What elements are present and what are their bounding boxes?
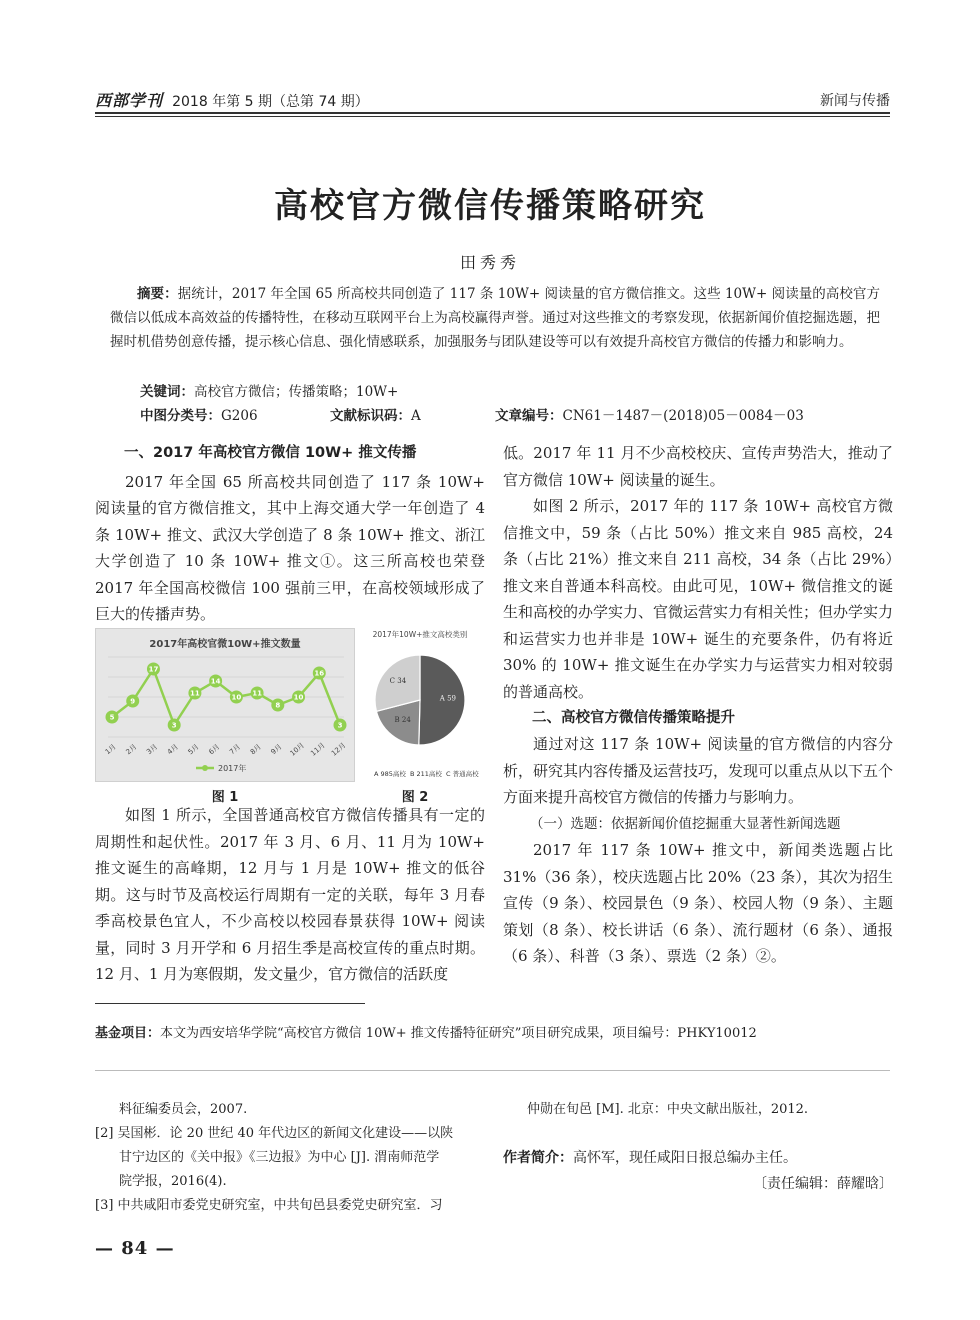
right-column	[503, 440, 893, 970]
ref-line-1: 料征编委员会，2007.	[119, 1102, 248, 1117]
left-paragraph-1: 2017 年全国 65 所高校共同创造了 117 条 10W+ 阅读量的官方微信推文，其中上海交通大学一年创造了 4 条 10W+ 推文、武汉大学创造了 8 条 10W+ 推文、浙江大学创造了 10 条 10W+ 推文①。这三所高校也荣登 2017 年全国高校微信 100 强前三甲，在高校领域形成了巨大的传播声势。	[95, 472, 485, 623]
figure-1-label: 图 1	[211, 790, 239, 805]
clc-label: 中图分类号：	[140, 408, 221, 424]
line-chart-grid	[108, 657, 344, 737]
editor-note: 〔责任编辑：薛耀晗〕	[753, 1176, 893, 1192]
x-tick-label: 9月	[269, 742, 284, 757]
keywords: 高校官方微信；传播策略；10W+	[194, 384, 399, 400]
x-tick-label: 7月	[228, 742, 243, 757]
abstract	[110, 282, 880, 354]
ref-line-3: 甘宁边区的《关中报》《三边报》为中心 [J]. 渭南师范学	[119, 1150, 440, 1165]
pie-chart-legend	[374, 769, 479, 778]
data-label: 14	[210, 677, 221, 686]
x-tick-label: 8月	[248, 742, 263, 757]
ref-line-5: [3] 中共咸阳市委党史研究室，中共旬邑县委党史研究室．习	[95, 1198, 443, 1213]
data-label: 10	[231, 693, 242, 702]
data-label: 10	[293, 693, 304, 702]
right-paragraph-3: 通过对这 117 条 10W+ 阅读量的官方微信的内容分析，研究其内容传播及运营技巧，发现可以重点从以下五个方面来提升高校官方微信的传播力与影响力。	[503, 735, 894, 806]
running-header	[95, 88, 890, 110]
pie-legend-label: A 985高校	[374, 770, 406, 778]
data-label: 17	[148, 665, 159, 674]
article-title: 高校官方微信传播策略研究	[274, 186, 706, 226]
section-heading-1: 一、2017 年高校官方微信 10W+ 推文传播	[124, 445, 417, 461]
line-chart-x-ticks	[104, 741, 348, 757]
data-label: 8	[275, 701, 281, 710]
clc-field	[140, 408, 258, 424]
x-tick-label: 4月	[165, 742, 180, 757]
x-tick-label: 1月	[103, 742, 118, 757]
left-column-continued	[95, 802, 485, 988]
section-tag: 新闻与传播	[820, 93, 890, 109]
x-tick-label: 11月	[309, 741, 327, 758]
line-chart-legend	[196, 763, 246, 773]
data-label: 9	[130, 697, 136, 706]
issue-info: 2018 年第 5 期（总第 74 期）	[172, 94, 369, 110]
data-label: 16	[314, 669, 325, 678]
x-tick-label: 2月	[124, 742, 139, 757]
ref-line-4: 院学报，2016(4).	[119, 1174, 227, 1189]
section-divider	[95, 1070, 890, 1071]
line-chart-title: 2017年高校官微10W+推文数量	[149, 639, 301, 650]
line-chart-legend-label: 2017年	[218, 764, 247, 773]
article-no-field	[495, 404, 804, 424]
ref-line-6: 仲勋在旬邑 [M]. 北京：中央文献出版社，2012.	[527, 1102, 809, 1117]
doc-label: 文献标识码：	[330, 408, 411, 424]
figure-1-chart	[95, 628, 355, 782]
journal-name: 西部学刊	[95, 91, 164, 110]
subsection-heading-1: （一）选题：依据新闻价值挖掘重大显著性新闻选题	[530, 815, 841, 832]
x-tick-label: 10月	[288, 741, 306, 758]
pie-slices	[375, 655, 465, 745]
funding-label: 基金项目：	[95, 1026, 161, 1041]
footnote-rule	[95, 1003, 365, 1004]
pie-slice-label: C 34	[389, 676, 407, 685]
header-rule-thin	[95, 116, 890, 117]
x-tick-label: 5月	[186, 742, 201, 757]
keywords-line	[140, 380, 398, 400]
author-bio-label: 作者简介：	[503, 1150, 573, 1166]
pie-chart-svg	[360, 628, 485, 780]
data-label: 3	[337, 721, 343, 730]
data-label: 5	[109, 713, 115, 722]
author-bio	[503, 1146, 893, 1170]
article-no-value: CN61－1487－(2018)05－0084－03	[562, 408, 804, 424]
abstract-label: 摘要：	[137, 286, 178, 302]
classification-line	[140, 404, 880, 424]
pie-legend-label: C 普通高校	[446, 770, 479, 778]
clc-value: G206	[221, 408, 258, 424]
pie-slice-label: A 59	[439, 694, 456, 703]
figure-2-label: 图 2	[401, 790, 429, 805]
x-tick-label: 6月	[207, 742, 222, 757]
pie-slice-label: B 24	[394, 715, 411, 724]
right-paragraph-2: 如图 2 所示，2017 年的 117 条 10W+ 高校官方微信推文中，59 条（占比 50%）推文来自 985 高校，24 条（占比 21%）推文来自 211 高校，34 条（占比 29%）推文来自普通本科高校。由此可见，10W+ 微信推文的诞生和高校的办学实力、官微运营实力有相关性；但办学实力和运营实力也并非是 10W+ 诞生的充要条件，仍有将近 30% 的 10W+ 推文诞生在办学实力与运营实力相对较弱的普通高校。	[503, 497, 894, 701]
article-no-label: 文章编号：	[495, 408, 563, 424]
article-author: 田秀秀	[459, 253, 520, 272]
right-paragraph-4: 2017 年 117 条 10W+ 推文中，新闻类选题占比 31%（36 条），校庆选题占比 20%（23 条），其次为招生宣传（9 条）、校园景色（9 条）、校园人物（9 条）、主题策划（8 条）、校长讲话（6 条）、流行题材（6 条）、通报（6 条）、科普（3 条）、票选（2 条）②。	[503, 841, 893, 965]
author-bio-text: 高怀军，现任咸阳日报总编办主任。	[573, 1150, 797, 1166]
funding-text: 本文为西安培华学院“高校官方微信 10W+ 推文传播特征研究”项目研究成果，项目编号：PHKY10012	[160, 1026, 757, 1041]
section-heading-2: 二、高校官方微信传播策略提升	[532, 710, 735, 726]
references-right	[503, 1098, 893, 1196]
left-column	[95, 440, 485, 628]
data-label: 3	[171, 721, 177, 730]
abstract-text: 据统计，2017 年全国 65 所高校共同创造了 117 条 10W+ 阅读量的官方微信推文。这些 10W+ 阅读量的高校官方微信以低成本高效益的传播特性，在移动互联网平台上为高校赢得声誉。通过对这些推文的考察发现，依据新闻价值挖掘选题，把握时机借势创意传播，提示核心信息、强化情感联系，加强服务与团队建设等可以有效提升高校官方微信的传播力和影响力。	[110, 286, 881, 350]
x-tick-label: 12月	[330, 741, 348, 758]
right-paragraph-1: 低。2017 年 11 月不少高校校庆、宣传声势浩大，推动了官方微信 10W+ 阅读量的诞生。	[503, 444, 893, 489]
line-chart-svg	[96, 629, 354, 781]
funding-note	[95, 1022, 895, 1041]
ref-line-2: [2] 吴国彬．论 20 世纪 40 年代边区的新闻文化建设——以陕	[95, 1126, 454, 1141]
data-label: 11	[190, 689, 200, 698]
left-paragraph-2: 如图 1 所示，全国普通高校官方微信传播具有一定的周期性和起伏性。2017 年 3 月、6 月、11 月为 10W+ 推文诞生的高峰期，12 月与 1 月是 10W+ 推文的低谷期。这与时节及高校运行周期有一定的关联，每年 3 月春季高校景色宜人，不少高校以校园春景获得 10W+ 阅读量，同时 3 月开学和 6 月招生季是高校宣传的重点时期。12 月、1 月为寒假期，发文量少，官方微信的活跃度	[95, 806, 485, 983]
doc-field	[330, 404, 421, 424]
page-number: — 84 —	[95, 1238, 175, 1259]
pie-legend-label: B 211高校	[410, 770, 442, 778]
header-rule	[95, 112, 890, 114]
references-left	[95, 1098, 485, 1218]
pie-chart-title: 2017年10W+推文高校类别	[372, 630, 468, 639]
figure-2-chart	[360, 628, 485, 780]
keywords-label: 关键词：	[140, 384, 194, 400]
data-label: 11	[252, 689, 262, 698]
x-tick-label: 3月	[145, 742, 160, 757]
doc-value: A	[411, 408, 421, 424]
